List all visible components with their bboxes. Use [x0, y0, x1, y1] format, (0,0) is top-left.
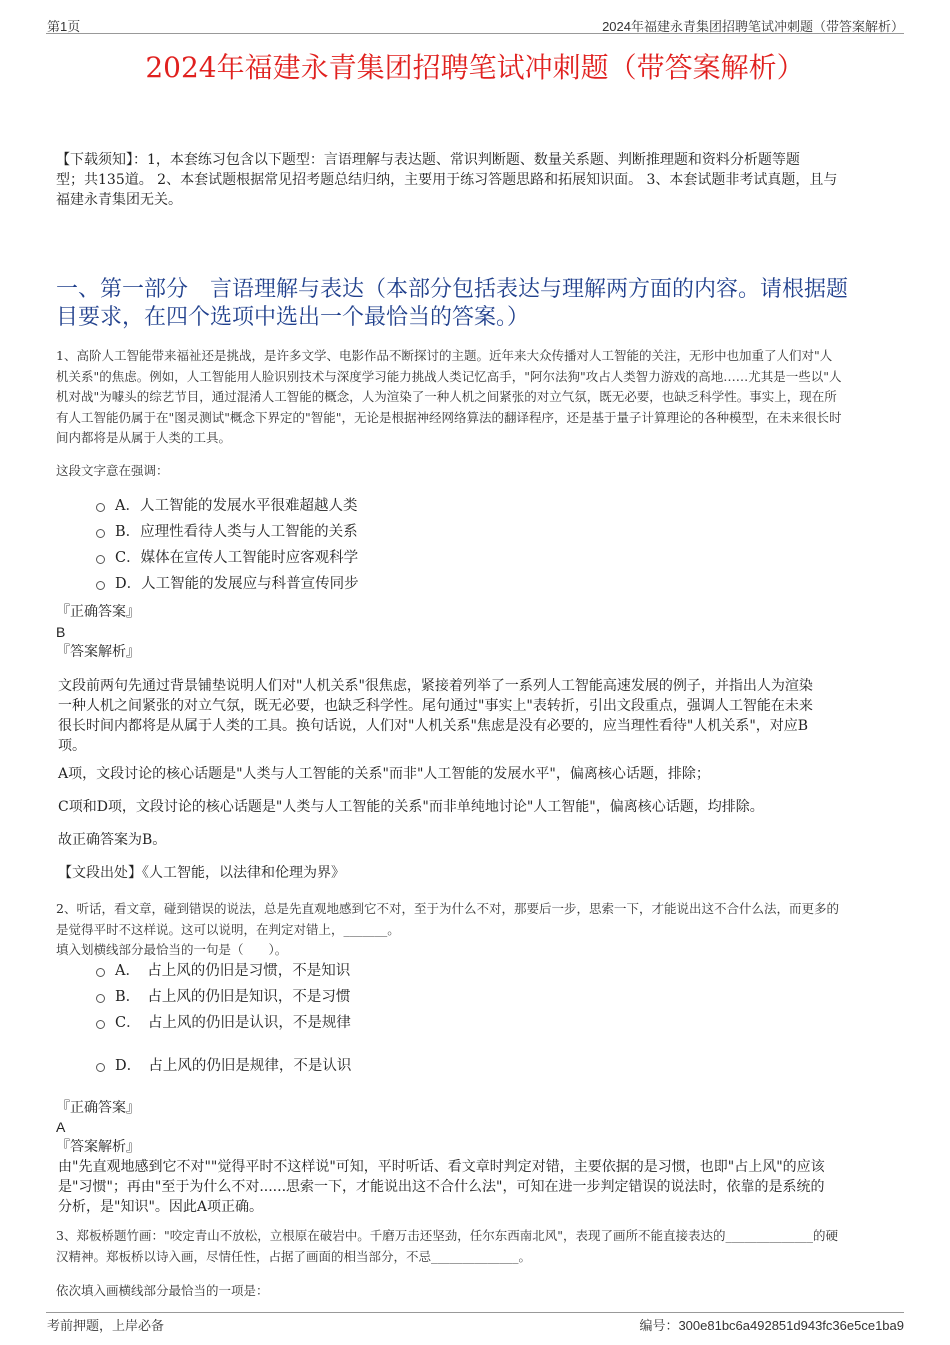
q2-analysis-line: 分析，是"知识"。因此A项正确。 [58, 1199, 263, 1215]
q2-stem-line: 2、听话，看文章，碰到错误的说法，总是先直观地感到它不对，至于为什么不对，那要后一步，思索一下，才能说出这不合什么法，而更多的 [56, 901, 839, 916]
footer-doc-code: 编号：300e81bc6a492851d943fc36e5ce1ba9 [639, 1318, 904, 1333]
radio-icon[interactable] [96, 1020, 105, 1029]
radio-icon[interactable] [96, 968, 105, 977]
q1-analysis-line: 一种人机之间紧张的对立气氛，既无必要，也缺乏科学性。尾句通过"事实上"表转折，引出文段重点，强调人工智能在未来 [58, 698, 813, 714]
q1-analysis [58, 676, 908, 756]
q2-analysis-line: 由"先直观地感到它不对""觉得平时不这样说"可知，平时听话、看文章时判定对错，主要依据的是习惯，也即"占上风"的应该 [58, 1159, 825, 1175]
section-heading [56, 276, 896, 332]
q1-answer: B [56, 624, 66, 640]
q1-answer-label: 『正确答案』 [56, 604, 140, 620]
page-number: 第1页 [47, 19, 81, 34]
q1-analysis-line: 文段前两句先通过背景铺垫说明人们对"人机关系"很焦虑，紧接着列举了一系列人工智能高速发展的例子，并指出人为渲染 [58, 678, 813, 694]
header-doc-title: 2024年福建永青集团招聘笔试冲刺题（带答案解析） [602, 19, 904, 34]
radio-icon[interactable] [96, 1063, 105, 1072]
q3-stem-line: 汉精神。郑板桥以诗入画，尽情任性，占据了画面的相当部分，不忌______________。 [56, 1248, 532, 1264]
q2-stem-line: 填入划横线部分最恰当的一句是（ ）。 [56, 942, 288, 957]
q2-stem-line: 是觉得平时不这样说。这可以说明，在判定对错上，_______。 [56, 921, 400, 937]
q1-option-b[interactable]: B．应理性看待人类与人工智能的关系 [96, 521, 358, 543]
notice-line: 型；共135道。 2、本套试题根据常见招考题总结归纳，主要用于练习答题思路和拓展知识面。 3、本套试题非考试真题，且与 [56, 172, 838, 188]
q2-option-d[interactable]: D． 占上风的仍旧是规律，不是认识 [96, 1055, 351, 1077]
q1-conclusion: 故正确答案为B。 [58, 832, 167, 848]
footer-slogan: 考前押题，上岸必备 [47, 1318, 165, 1333]
q1-stem-line: 1、高阶人工智能带来福祉还是挑战，是许多文学、电影作品不断探讨的主题。近年来大众传播对人工智能的关注，无形中也加重了人们对"人 [56, 348, 833, 363]
radio-icon[interactable] [96, 529, 105, 538]
q1-analysis-label: 『答案解析』 [56, 644, 140, 660]
q1-analysis-a: A项，文段讨论的核心话题是"人类与人工智能的关系"而非"人工智能的发展水平"，偏离核心话题，排除； [58, 766, 710, 782]
q2-option-b[interactable]: B． 占上风的仍旧是知识，不是习惯 [96, 986, 350, 1008]
q2-analysis [58, 1157, 908, 1217]
q2-option-a[interactable]: A． 占上风的仍旧是习惯，不是知识 [96, 960, 350, 982]
section-heading-line: 目要求，在四个选项中选出一个最恰当的答案。） [56, 305, 530, 330]
q1-source: 【文段出处】《人工智能，以法律和伦理为界》 [58, 865, 345, 881]
q1-option-a[interactable]: A．人工智能的发展水平很难超越人类 [96, 495, 357, 517]
notice-line: 福建永青集团无关。 [56, 192, 182, 208]
q1-stem-line: 间内都将是从属于人类的工具。 [56, 430, 232, 445]
q1-option-c[interactable]: C．媒体在宣传人工智能时应客观科学 [96, 547, 358, 569]
q1-stem-line: 有人工智能仍属于在"图灵测试"概念下界定的"智能"，无论是根据神经网络算法的翻译程序，还是基于量子计算理论的各种模型，在未来很长时 [56, 409, 842, 425]
radio-icon[interactable] [96, 581, 105, 590]
q1-analysis-line: 项。 [58, 738, 86, 754]
footer-divider [46, 1312, 904, 1313]
q2-stem [56, 899, 906, 961]
q1-stem-line: 机对战"为噱头的综艺节目，通过混淆人工智能的概念，人为渲染了一种人机之间紧张的对立气氛，既无必要，也缺乏科学性。事实上，现在所 [56, 389, 837, 404]
radio-icon[interactable] [96, 503, 105, 512]
q3-prompt: 依次填入画横线部分最恰当的一项是： [56, 1283, 269, 1298]
q1-option-d[interactable]: D．人工智能的发展应与科普宣传同步 [96, 573, 359, 595]
q2-answer: A [56, 1119, 66, 1135]
notice-line: 【下载须知】：1，本套练习包含以下题型：言语理解与表达题、常识判断题、数量关系题、判断推理题和资料分析题等题 [56, 152, 800, 168]
q1-prompt: 这段文字意在强调： [56, 463, 169, 478]
q2-answer-label: 『正确答案』 [56, 1100, 140, 1116]
q3-stem [56, 1226, 906, 1267]
radio-icon[interactable] [96, 994, 105, 1003]
page-title: 2024年福建永青集团招聘笔试冲刺题（带答案解析） [145, 51, 805, 84]
section-heading-line: 一、第一部分 言语理解与表达（本部分包括表达与理解两方面的内容。请根据题 [56, 277, 849, 302]
q1-analysis-line: 很长时间内都将是从属于人类的工具。换句话说，人们对"人机关系"焦虑是没有必要的，应当理性看待"人机关系"，对应B [58, 718, 809, 734]
q3-stem-line: 3、郑板桥题竹画："咬定青山不放松，立根原在破岩中。千磨万击还坚劲，任尔东西南北风"，表现了画所不能直接表达的______________的硬 [56, 1228, 838, 1243]
download-notice [56, 150, 906, 210]
q1-stem [56, 346, 906, 449]
q2-option-c[interactable]: C． 占上风的仍旧是认识，不是规律 [96, 1012, 351, 1034]
q1-stem-line: 机关系"的焦虑。例如，人工智能用人脸识别技术与深度学习能力挑战人类记忆高手，"阿尔法狗"攻占人类智力游戏的高地……尤其是一些以"人 [56, 368, 842, 384]
q1-analysis-cd: C项和D项，文段讨论的核心话题是"人类与人工智能的关系"而非单纯地讨论"人工智能"，偏离核心话题，均排除。 [58, 799, 764, 815]
radio-icon[interactable] [96, 555, 105, 564]
q2-analysis-line: 是"习惯"；再由"至于为什么不对......思索一下，才能说出这不合什么法"，可知在进一步判定错误的说法时，依靠的是系统的 [58, 1179, 825, 1195]
q2-analysis-label: 『答案解析』 [56, 1139, 140, 1155]
header-divider [46, 33, 904, 34]
